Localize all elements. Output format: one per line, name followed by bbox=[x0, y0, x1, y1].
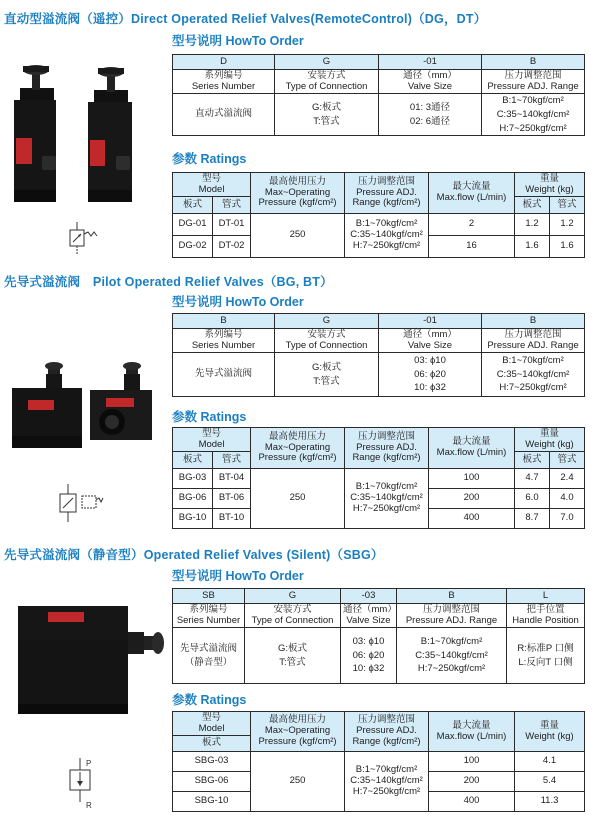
rt-weight-hdr: 重量 Weight (kg) bbox=[515, 712, 585, 752]
rt-model-plate-hdr: 板式 bbox=[173, 197, 213, 214]
port-label-p: P bbox=[86, 759, 92, 768]
table-row: BG-06 BT-06 200 6.0 4.0 bbox=[173, 489, 585, 509]
rt-flow-hdr: 最大流量 Max.flow (L/min) bbox=[429, 712, 515, 752]
rt-adj-hdr: 压力调整范围 Pressure ADJ. Range (kgf/cm²) bbox=[345, 173, 429, 214]
hdr-size: 通径（mm） Valve Size bbox=[379, 329, 482, 353]
code-connection: G bbox=[275, 314, 379, 329]
rt-flow-hdr: 最大流量 Max.flow (L/min) bbox=[429, 173, 515, 214]
table-row: SBG-10 400 11.3 bbox=[173, 792, 585, 812]
bg-bt-valve-photo bbox=[8, 360, 158, 460]
order-title-dg-dt: 型号说明 HowTo Order bbox=[172, 34, 304, 48]
order-table-bg-bt bbox=[172, 313, 585, 397]
val-pressure: B:1~70kgf/cm² C:35~140kgf/cm² H:7~250kgf/cm² bbox=[482, 94, 585, 136]
rt-model-hdr: 型号 Model bbox=[173, 173, 251, 197]
val-pressure: B:1~70kgf/cm² C:35~140kgf/cm² H:7~250kgf/cm² bbox=[397, 628, 507, 684]
hdr-pressure: 压力调整范围 Pressure ADJ. Range bbox=[397, 604, 507, 628]
hdr-connection: 安装方式 Type of Connection bbox=[275, 70, 379, 94]
order-title-bg-bt: 型号说明 HowTo Order bbox=[172, 295, 304, 309]
val-pressure: B:1~70kgf/cm² C:35~140kgf/cm² H:7~250kgf/cm² bbox=[482, 353, 585, 397]
table-row: DG-01 DT-01 250 B:1~70kgf/cm² C:35~140kgf/cm² H:7~250kgf/cm² 2 1.2 1.2 bbox=[173, 214, 585, 236]
code-handle: L bbox=[507, 589, 585, 604]
rt-adj-hdr: 压力调整范围 Pressure ADJ. Range (kgf/cm²) bbox=[345, 712, 429, 752]
rt-max-pressure: 250 bbox=[251, 214, 345, 258]
rt-adj-range: B:1~70kgf/cm² C:35~140kgf/cm² H:7~250kgf/cm² bbox=[345, 469, 429, 529]
section-title-bg-bt: 先导式溢流阀 Pilot Operated Relief Valves（BG, BT） bbox=[4, 275, 333, 289]
hdr-handle: 把手位置 Handle Position bbox=[507, 604, 585, 628]
table-row: SBG-03 250 B:1~70kgf/cm² C:35~140kgf/cm² H:7~250kgf/cm² 100 4.1 bbox=[173, 752, 585, 772]
rt-model-plate-hdr: 板式 bbox=[173, 736, 251, 752]
val-handle: R:标准P 口侧 L:反向T 口侧 bbox=[507, 628, 585, 684]
val-connection: G:板式 T:管式 bbox=[275, 353, 379, 397]
val-size: 03: ϕ10 06: ϕ20 10: ϕ32 bbox=[379, 353, 482, 397]
table-row: BG-03 BT-04 250 B:1~70kgf/cm² C:35~140kgf/cm² H:7~250kgf/cm² 100 4.7 2.4 bbox=[173, 469, 585, 489]
hdr-pressure: 压力调整范围 Pressure ADJ. Range bbox=[482, 329, 585, 353]
rt-weight-plate-hdr: 板式 bbox=[515, 452, 550, 469]
rt-maxop-hdr: 最高使用压力 Max~Operating Pressure (kgf/cm²) bbox=[251, 173, 345, 214]
rt-weight-pipe-hdr: 管式 bbox=[550, 452, 585, 469]
code-connection: G bbox=[275, 55, 379, 70]
code-connection: G bbox=[245, 589, 341, 604]
rt-flow-hdr: 最大流量 Max.flow (L/min) bbox=[429, 428, 515, 469]
silent-relief-valve-symbol-icon bbox=[64, 756, 104, 812]
table-row: DG-02 DT-02 16 1.6 1.6 bbox=[173, 236, 585, 258]
hdr-connection: 安装方式 Type of Connection bbox=[275, 329, 379, 353]
hdr-size: 通径（mm） Valve Size bbox=[341, 604, 397, 628]
code-series: B bbox=[173, 314, 275, 329]
ratings-table-bg-bt bbox=[172, 427, 585, 529]
hdr-size: 通径（mm） Valve Size bbox=[379, 70, 482, 94]
val-series: 先导式溢流阀 bbox=[173, 353, 275, 397]
val-connection: G:板式 T:管式 bbox=[245, 628, 341, 684]
val-series: 直动式溢流阀 bbox=[173, 94, 275, 136]
hdr-pressure: 压力调整范围 Pressure ADJ. Range bbox=[482, 70, 585, 94]
rt-adj-hdr: 压力调整范围 Pressure ADJ. Range (kgf/cm²) bbox=[345, 428, 429, 469]
code-series: SB bbox=[173, 589, 245, 604]
pilot-relief-valve-symbol-icon bbox=[52, 482, 104, 524]
code-size: -03 bbox=[341, 589, 397, 604]
order-table-dg-dt bbox=[172, 54, 585, 136]
val-size: 01: 3通径 02: 6通径 bbox=[379, 94, 482, 136]
section-title-sbg: 先导式溢流阀（静音型）Operated Relief Valves (Silent)（SBG） bbox=[4, 548, 384, 562]
hdr-connection: 安装方式 Type of Connection bbox=[245, 604, 341, 628]
order-table-sbg bbox=[172, 588, 585, 684]
rt-weight-hdr: 重量 Weight (kg) bbox=[515, 173, 585, 197]
rt-adj-range: B:1~70kgf/cm² C:35~140kgf/cm² H:7~250kgf/cm² bbox=[345, 752, 429, 812]
table-row: BG-10 BT-10 400 8.7 7.0 bbox=[173, 509, 585, 529]
rt-model-hdr: 型号 Model bbox=[173, 712, 251, 736]
rt-adj-range: B:1~70kgf/cm² C:35~140kgf/cm² H:7~250kgf/cm² bbox=[345, 214, 429, 258]
val-connection: G:板式 T:管式 bbox=[275, 94, 379, 136]
port-label-r: R bbox=[86, 801, 92, 810]
code-pressure: B bbox=[482, 314, 585, 329]
ratings-title-bg-bt: 参数 Ratings bbox=[172, 410, 247, 424]
code-series: D bbox=[173, 55, 275, 70]
rt-max-pressure: 250 bbox=[251, 469, 345, 529]
rt-maxop-hdr: 最高使用压力 Max~Operating Pressure (kgf/cm²) bbox=[251, 712, 345, 752]
ratings-table-sbg bbox=[172, 711, 585, 812]
rt-model-plate-hdr: 板式 bbox=[173, 452, 213, 469]
dg-dt-valve-photo bbox=[10, 60, 160, 220]
rt-model-pipe-hdr: 管式 bbox=[213, 452, 251, 469]
rt-weight-pipe-hdr: 管式 bbox=[550, 197, 585, 214]
code-size: -01 bbox=[379, 314, 482, 329]
code-pressure: B bbox=[482, 55, 585, 70]
relief-valve-symbol-icon bbox=[60, 222, 104, 256]
hdr-series: 系列编号 Series Number bbox=[173, 604, 245, 628]
hdr-series: 系列编号 Series Number bbox=[173, 329, 275, 353]
order-title-sbg: 型号说明 HowTo Order bbox=[172, 569, 304, 583]
ratings-title-dg-dt: 参数 Ratings bbox=[172, 152, 247, 166]
rt-model-pipe-hdr: 管式 bbox=[213, 197, 251, 214]
val-series: 先导式溢流阀 （静音型） bbox=[173, 628, 245, 684]
rt-max-pressure: 250 bbox=[251, 752, 345, 812]
section-title-dg-dt: 直动型溢流阀（遥控）Direct Operated Relief Valves(RemoteControl)（DG，DT） bbox=[4, 12, 487, 26]
rt-maxop-hdr: 最高使用压力 Max~Operating Pressure (kgf/cm²) bbox=[251, 428, 345, 469]
rt-model-hdr: 型号 Model bbox=[173, 428, 251, 452]
rt-weight-hdr: 重量 Weight (kg) bbox=[515, 428, 585, 452]
val-size: 03: ϕ10 06: ϕ20 10: ϕ32 bbox=[341, 628, 397, 684]
hdr-series: 系列编号 Series Number bbox=[173, 70, 275, 94]
ratings-title-sbg: 参数 Ratings bbox=[172, 693, 247, 707]
table-row: SBG-06 200 5.4 bbox=[173, 772, 585, 792]
sbg-valve-photo bbox=[8, 592, 168, 722]
rt-weight-plate-hdr: 板式 bbox=[515, 197, 550, 214]
ratings-table-dg-dt bbox=[172, 172, 585, 258]
code-size: -01 bbox=[379, 55, 482, 70]
code-pressure: B bbox=[397, 589, 507, 604]
